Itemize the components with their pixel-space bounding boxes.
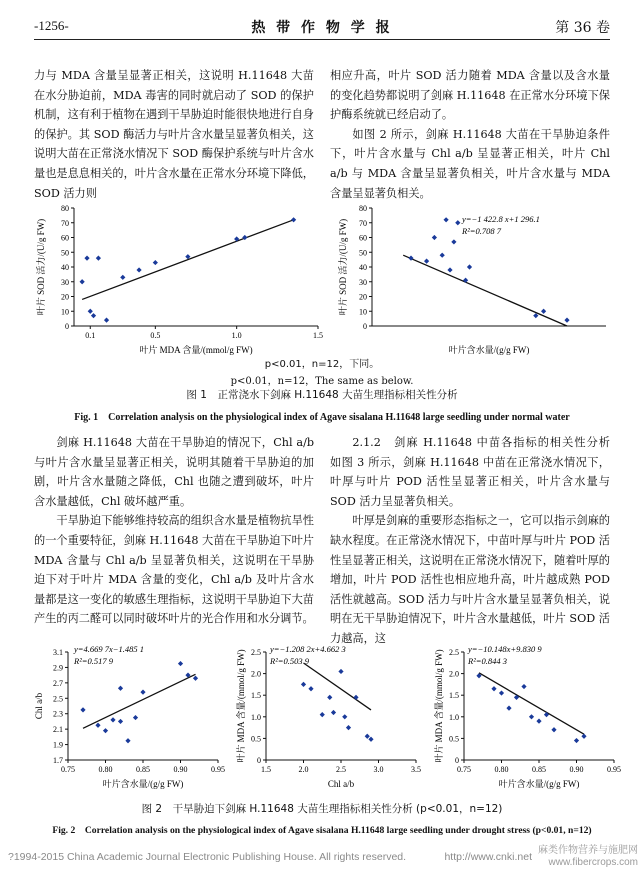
y-tick-label: 2.5 xyxy=(449,648,459,657)
data-point xyxy=(103,728,108,733)
y-tick-label: 2.0 xyxy=(251,669,261,679)
y-tick-label: 1.9 xyxy=(53,740,63,750)
data-point xyxy=(541,309,546,314)
data-point xyxy=(551,727,556,732)
y-tick-label: 1.0 xyxy=(449,712,459,722)
data-point xyxy=(353,695,358,700)
data-point xyxy=(96,256,101,261)
figure2-a-plot xyxy=(28,640,228,802)
data-point xyxy=(308,686,313,691)
y-tick-label: 0.5 xyxy=(449,734,459,744)
paragraph: 干旱胁迫下能够维持较高的组织含水量是植物抗旱性的一个重要特征，剑麻 H.11648 大苗在干旱胁迫下叶片 MDA 含量与 Chl a/b 呈显著负相关，这说明在干旱胁迫下对于叶片 MDA 含量的变化，Chl a/b 及叶片含水量都是这一变化的敏感生理指标，这说明干旱胁迫下大苗产生的丙二醛可以同时破坏叶片的光合作用和水分调节。 xyxy=(34,514,314,626)
data-point xyxy=(342,714,347,719)
equation-label: y=4.669 7x−1.485 1 xyxy=(74,644,145,654)
figure1-left-plot xyxy=(28,198,328,368)
figure1-note-en: p<0.01，n=12，The same as below. xyxy=(230,376,414,387)
y-axis-label: 叶片 SOD 活力/(U/g FW) xyxy=(36,218,46,316)
x-tick-label: 3.5 xyxy=(411,765,421,774)
text-mid-left xyxy=(34,433,314,629)
y-axis-label: 叶片 MDA 含量/(mmol/g FW) xyxy=(434,649,444,763)
data-point xyxy=(327,695,332,700)
x-tick-label: 0.85 xyxy=(532,765,546,774)
y-tick-label: 2.7 xyxy=(53,678,63,688)
data-point xyxy=(91,313,96,318)
y-tick-label: 3.1 xyxy=(53,648,63,657)
data-point xyxy=(536,719,541,724)
r2-label: R²=0.708 7 xyxy=(462,226,501,236)
x-tick-label: 3.0 xyxy=(373,765,384,774)
y-tick-label: 1.5 xyxy=(449,691,459,701)
y-axis-label: 叶片 SOD 活力/(U/g FW) xyxy=(338,218,348,316)
data-point xyxy=(118,686,123,691)
journal-title: 热 带 作 物 学 报 xyxy=(251,20,393,36)
data-point xyxy=(467,264,472,269)
x-tick-label: 1.5 xyxy=(313,331,323,340)
y-tick-label: 30 xyxy=(61,277,69,287)
data-point xyxy=(529,714,534,719)
y-tick-label: 1.7 xyxy=(53,756,63,765)
data-point xyxy=(338,669,343,674)
y-tick-label: 30 xyxy=(359,277,367,287)
x-tick-label: 0.5 xyxy=(150,331,161,340)
trend-line xyxy=(304,663,372,710)
equation-label: y=−10.148x+9.830 9 xyxy=(468,644,542,654)
data-point xyxy=(136,267,141,272)
equation-label: y=−1.208 2x+4.662 3 xyxy=(270,644,346,654)
text-top-right xyxy=(330,66,610,203)
r2-label: R²=0.844 3 xyxy=(468,656,507,666)
x-axis-label: 叶片含水量/(g/g FW) xyxy=(498,779,580,789)
r2-label: R²=0.503 9 xyxy=(270,656,309,666)
figure2-caption-en: Fig. 2 Correlation analysis on the physiological index of Agave sisalana H.11648 large seedling under drought stress (p<0.01, n=12) xyxy=(52,825,592,836)
data-point xyxy=(440,253,445,258)
data-point xyxy=(133,715,138,720)
y-tick-label: 50 xyxy=(359,248,367,258)
data-point xyxy=(451,239,456,244)
y-tick-label: 60 xyxy=(61,233,69,243)
watermark xyxy=(538,845,638,869)
data-point xyxy=(521,684,526,689)
equation-label: y=−1 422.8 x+1 296.1 xyxy=(462,214,540,224)
r2-label: R²=0.517 9 xyxy=(74,656,113,666)
data-point xyxy=(80,707,85,712)
y-tick-label: 2.9 xyxy=(53,663,63,673)
paragraph: 如图 2 所示，剑麻 H.11648 大苗在干旱胁迫条件下，叶片含水量与 Chl a/b 呈显著正相关，叶片 Chl a/b 与 MDA 含量呈显著负相关，叶片含水量与 MDA 含量呈显著负相关。 xyxy=(330,127,610,200)
data-point xyxy=(320,712,325,717)
paragraph: 力与 MDA 含量呈显著正相关，这说明 H.11648 大苗在水分胁迫前，MDA 毒害的同时就启动了 SOD 的保护机制，这有利于植物在遇到干旱胁迫时能很快地进行自身的保护。其 SOD 酶活力与叶片含水量呈显著负相关，这说明大苗在正常浇水情况下 SOD 酶保护系统与叶片含水量也是息息相关的，叶片含水量在正常水分环境下降低，SOD 活力则 xyxy=(34,69,314,200)
y-tick-label: 50 xyxy=(61,248,69,258)
x-tick-label: 0.75 xyxy=(457,765,471,774)
x-tick-label: 0.85 xyxy=(136,765,150,774)
trend-line xyxy=(403,255,567,326)
y-tick-label: 70 xyxy=(359,218,367,228)
text-mid-right xyxy=(330,433,622,649)
data-point xyxy=(574,738,579,743)
text-top-left xyxy=(34,66,314,203)
y-tick-label: 0 xyxy=(65,322,69,331)
site-link[interactable]: http://www.cnki.net xyxy=(444,851,532,863)
figure2-b-plot xyxy=(228,640,428,802)
data-point xyxy=(120,275,125,280)
data-point xyxy=(365,734,370,739)
x-tick-label: 2.5 xyxy=(336,765,346,774)
data-point xyxy=(88,309,93,314)
trend-line xyxy=(479,673,584,734)
data-point xyxy=(331,710,336,715)
x-tick-label: 0.95 xyxy=(211,765,225,774)
y-tick-label: 40 xyxy=(61,263,69,272)
data-point xyxy=(125,738,130,743)
data-point xyxy=(110,717,115,722)
data-point xyxy=(564,318,569,323)
x-tick-label: 0.80 xyxy=(98,765,113,774)
data-point xyxy=(346,725,351,730)
figure1-right xyxy=(332,198,622,368)
figure2-c-plot xyxy=(426,640,626,802)
y-tick-label: 1.0 xyxy=(251,712,261,722)
figure2-b xyxy=(228,640,428,802)
data-point xyxy=(84,256,89,261)
y-tick-label: 2.5 xyxy=(251,648,261,657)
y-tick-label: 10 xyxy=(61,307,69,317)
x-tick-label: 0.1 xyxy=(85,331,96,340)
x-tick-label: 1.5 xyxy=(261,765,271,774)
data-point xyxy=(104,318,109,323)
paragraph: 叶厚是剑麻的重要形态指标之一，它可以指示剑麻的缺水程度。在正常浇水情况下，中苗叶厚与叶片 POD 活性呈显著正相关，这说明在正常浇水情况下，随着叶厚的增加，叶片 POD 活性也相应地升高，叶片越成熟 POD 活性就越高。SOD 活力与叶片含水量呈显著负相关，说明在无干旱胁迫情况下，叶片含水量越低，叶片 SOD 活力越高，这 xyxy=(330,514,610,645)
y-tick-label: 2.5 xyxy=(53,694,63,704)
x-tick-label: 2.0 xyxy=(298,765,309,774)
figure1-left xyxy=(28,198,328,368)
data-point xyxy=(95,723,100,728)
figure1-note-cn: p<0.01，n=12，下同。 xyxy=(264,359,380,370)
data-point xyxy=(140,690,145,695)
figure1-caption-en: Fig. 1 Correlation analysis on the physiological index of Agave sisalana H.11648 large seedling under normal water xyxy=(74,412,570,423)
data-point xyxy=(444,217,449,222)
y-tick-label: 80 xyxy=(359,204,367,213)
data-point xyxy=(193,676,198,681)
y-tick-label: 20 xyxy=(359,292,367,302)
y-tick-label: 70 xyxy=(61,218,69,228)
page-number: -1256- xyxy=(34,18,69,33)
volume-label: 第 36 卷 xyxy=(555,20,610,36)
paragraph: 相应升高，叶片 SOD 活力随着 MDA 含量以及含水量的变化趋势都说明了剑麻 H.11648 在正常水分环境下保护酶系统就已经启动了。 xyxy=(330,69,610,122)
y-tick-label: 1.5 xyxy=(251,691,261,701)
data-point xyxy=(118,719,123,724)
data-point xyxy=(178,661,183,666)
paragraph: 2.1.2 剑麻 H.11648 中苗各指标的相关性分析 如图 3 所示，剑麻 H.11648 中苗在正常浇水情况下，叶厚与叶片 POD 活性呈显著正相关，叶片含水量与 SOD 活力呈显著负相关。 xyxy=(330,436,622,508)
y-tick-label: 2.0 xyxy=(449,669,459,679)
x-axis-label: 叶片含水量/(g/g FW) xyxy=(448,345,530,355)
y-axis-label: Chl a/b xyxy=(34,692,44,720)
figure1-caption xyxy=(0,387,644,423)
y-tick-label: 60 xyxy=(359,233,367,243)
copyright-text: ?1994-2015 China Academic Journal Electronic Publishing House. All rights reserved. xyxy=(8,851,407,863)
x-axis-label: Chl a/b xyxy=(327,779,355,789)
y-axis-label: 叶片 MDA 含量/(mmol/g FW) xyxy=(236,649,246,763)
x-tick-label: 0.80 xyxy=(494,765,509,774)
y-tick-label: 80 xyxy=(61,204,69,213)
figure1-caption-cn: 图 1 正常浇水下剑麻 H.11648 大苗生理指标相关性分析 xyxy=(186,389,458,401)
y-tick-label: 0 xyxy=(257,756,261,765)
y-tick-label: 40 xyxy=(359,263,367,272)
x-tick-label: 0.75 xyxy=(61,765,75,774)
y-tick-label: 0.5 xyxy=(251,734,261,744)
data-point xyxy=(491,686,496,691)
figure2-a xyxy=(28,640,228,802)
trend-line xyxy=(83,674,196,728)
page-footer xyxy=(0,845,644,875)
watermark-line2: www.fibercrops.com xyxy=(548,857,638,868)
figure1-right-plot xyxy=(332,198,622,368)
x-tick-label: 1.0 xyxy=(231,331,242,340)
data-point xyxy=(499,690,504,695)
y-tick-label: 0 xyxy=(363,322,367,331)
trend-line xyxy=(82,220,293,300)
figure2-caption-cn: 图 2 干旱胁迫下剑麻 H.11648 大苗生理指标相关性分析 (p<0.01，n=12) xyxy=(141,803,503,815)
y-tick-label: 2.1 xyxy=(53,725,63,735)
data-point xyxy=(301,682,306,687)
y-tick-label: 10 xyxy=(359,307,367,317)
x-axis-label: 叶片含水量/(g/g FW) xyxy=(102,779,184,789)
data-point xyxy=(455,220,460,225)
paragraph: 剑麻 H.11648 大苗在干旱胁迫的情况下，Chl a/b 与叶片含水量呈显著正相关，说明其随着干旱胁迫的加剧，叶片含水量随之降低，Chl 也随之遭到破坏，叶片含水量越低，Chl 破坏越严重。 xyxy=(34,436,314,508)
x-tick-label: 0.95 xyxy=(607,765,621,774)
data-point xyxy=(153,260,158,265)
y-tick-label: 20 xyxy=(61,292,69,302)
data-point xyxy=(424,259,429,264)
data-point xyxy=(368,737,373,742)
figure2-c xyxy=(426,640,626,802)
data-point xyxy=(463,278,468,283)
figure1-note xyxy=(0,355,644,387)
data-point xyxy=(506,706,511,711)
data-point xyxy=(80,279,85,284)
watermark-line1: 麻类作物营养与施肥网 xyxy=(538,845,638,856)
data-point xyxy=(581,734,586,739)
y-tick-label: 0 xyxy=(455,756,459,765)
data-point xyxy=(432,235,437,240)
page-header xyxy=(34,14,610,40)
data-point xyxy=(447,267,452,272)
figure2-caption xyxy=(0,801,644,836)
x-tick-label: 0.90 xyxy=(569,765,584,774)
x-tick-label: 0.90 xyxy=(173,765,188,774)
x-axis-label: 叶片 MDA 含量/(mmol/g FW) xyxy=(139,345,253,355)
y-tick-label: 2.3 xyxy=(53,709,63,719)
data-point xyxy=(291,217,296,222)
